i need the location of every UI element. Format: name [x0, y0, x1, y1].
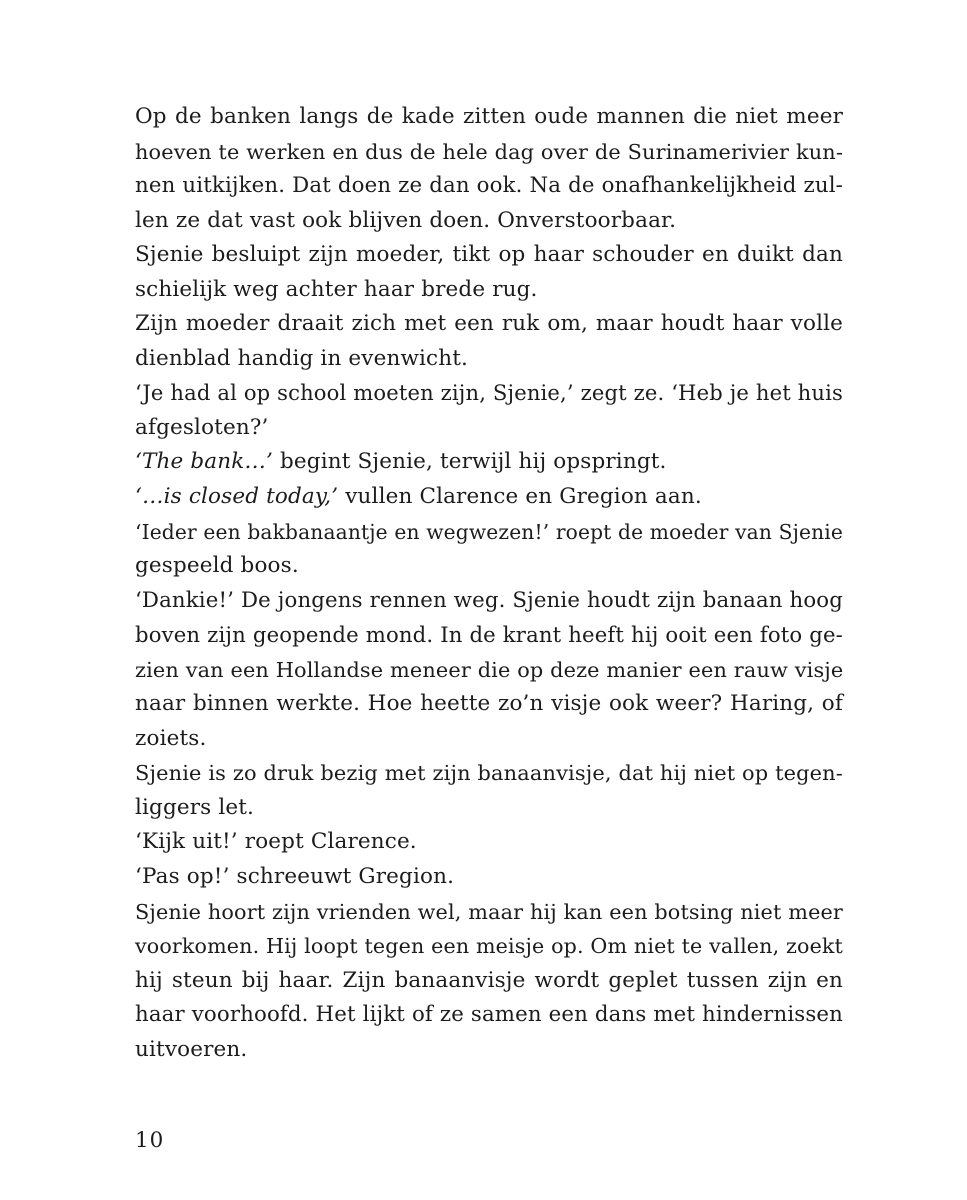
text-span: nen uitkijken. Dat doen ze dan ook. Na de onafhankelijkheid zul-	[135, 173, 843, 199]
text-line	[135, 825, 843, 860]
text-span: uitvoeren.	[135, 1036, 248, 1062]
text-span: begint Sjenie, terwijl hij opspringt.	[273, 449, 667, 475]
text-line	[135, 653, 843, 688]
text-span: afgesloten?’	[135, 414, 269, 440]
text-line	[135, 480, 843, 515]
text-line	[135, 169, 843, 204]
text-span: Sjenie is zo druk bezig met zijn banaanvisje, dat hij niet op tegen-	[135, 761, 843, 786]
text-line	[135, 618, 843, 653]
text-line	[135, 964, 843, 999]
text-span: ‘Kijk uit!’ roept Clarence.	[135, 829, 417, 855]
text-span: ‘Je had al op school moeten zijn, Sjenie,’ zegt ze. ‘Heb je het huis	[135, 380, 843, 406]
text-span: Op de banken langs de kade zitten oude mannen die niet meer	[135, 104, 843, 129]
text-line	[135, 998, 843, 1033]
text-span: hoeven te werken en dus de hele dag over de Surinamerivier kun-	[135, 139, 843, 164]
page-number: 10	[135, 1128, 165, 1153]
text-span: liggers let.	[135, 794, 255, 820]
text-span: Sjenie hoort zijn vrienden wel, maar hij kan een botsing niet meer	[135, 899, 843, 924]
text-line	[135, 238, 843, 273]
text-line	[135, 722, 843, 757]
text-line	[135, 342, 843, 377]
text-line	[135, 445, 843, 480]
text-span: Sjenie besluipt zijn moeder, tikt op haar schouder en duikt dan	[135, 242, 843, 268]
italic-text-span: ‘…is closed today,’	[135, 484, 339, 510]
text-line	[135, 135, 843, 170]
text-line	[135, 549, 843, 584]
text-line	[135, 791, 843, 826]
italic-text-span: ‘The bank…’	[135, 449, 274, 475]
text-span: len ze dat vast ook blijven doen. Onverstoorbaar.	[135, 207, 677, 233]
text-line	[135, 929, 843, 964]
text-line	[135, 1033, 843, 1068]
text-span: hij steun bij haar. Zijn banaanvisje wordt geplet tussen zijn en	[135, 967, 843, 993]
text-span: zien van een Hollandse meneer die op deze manier een rauw visje	[135, 657, 844, 682]
text-line	[135, 411, 843, 446]
text-line	[135, 895, 843, 930]
text-line	[135, 756, 843, 791]
text-span: zoiets.	[135, 725, 207, 751]
text-span: voorkomen. Hij loopt tegen een meisje op. Om niet te vallen, zoekt	[135, 934, 843, 959]
body-text	[135, 100, 843, 1067]
text-span: schielijk weg achter haar brede rug.	[135, 276, 538, 302]
text-line	[135, 376, 843, 411]
text-line	[135, 687, 843, 722]
text-span: gespeeld boos.	[135, 553, 299, 579]
text-span: Zijn moeder draait zich met een ruk om, maar houdt haar volle	[135, 311, 843, 337]
text-span: ‘Pas op!’ schreeuwt Gregion.	[135, 864, 455, 890]
text-line	[135, 100, 843, 135]
text-span: boven zijn geopende mond. In de krant heeft hij ooit een foto ge-	[135, 622, 843, 648]
text-span: dienblad handig in evenwicht.	[135, 345, 469, 371]
text-line	[135, 273, 843, 308]
text-span: vullen Clarence en Gregion aan.	[338, 484, 702, 510]
text-line	[135, 307, 843, 342]
text-line	[135, 584, 843, 619]
text-span: naar binnen werkte. Hoe heette zo’n visje ook weer? Haring, of	[135, 691, 843, 717]
text-line	[135, 515, 843, 550]
text-line	[135, 204, 843, 239]
text-span: ‘Ieder een bakbanaantje en wegwezen!’ roept de moeder van Sjenie	[135, 519, 843, 544]
text-line	[135, 860, 843, 895]
text-span: haar voorhoofd. Het lijkt of ze samen een dans met hindernissen	[135, 1002, 843, 1028]
text-span: ‘Dankie!’ De jongens rennen weg. Sjenie houdt zijn banaan hoog	[135, 587, 843, 613]
